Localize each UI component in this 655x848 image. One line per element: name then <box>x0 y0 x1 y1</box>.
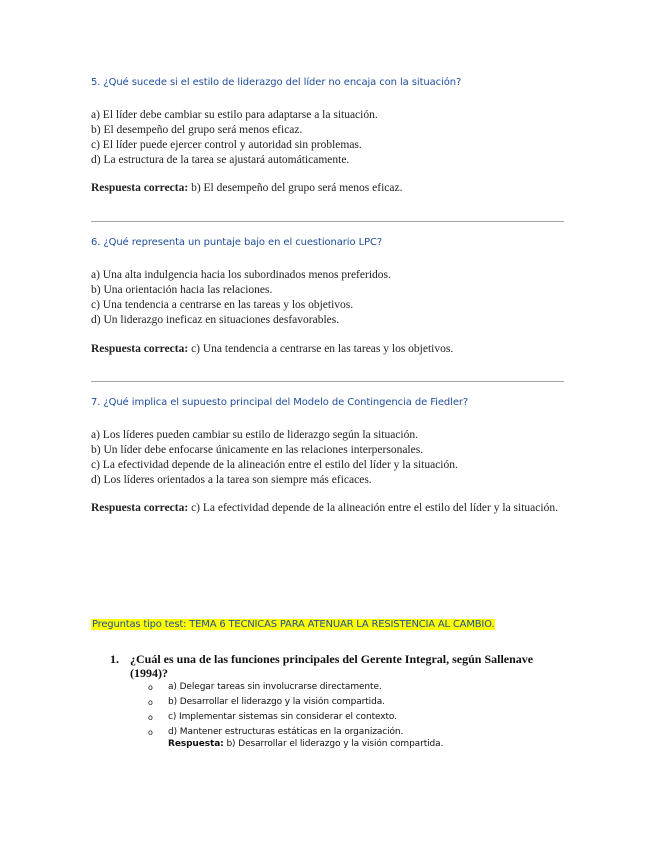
question-5-options <box>91 108 378 168</box>
option: c) El líder puede ejercer control y autoridad sin problemas. <box>91 139 362 151</box>
option: a) El líder debe cambiar su estilo para adaptarse a la situación. <box>91 109 378 121</box>
question-number: 1. <box>110 652 119 666</box>
answer-label: Respuesta correcta: <box>91 502 189 514</box>
question-7-answer <box>91 501 569 516</box>
bullet-icon: o <box>148 713 153 722</box>
divider <box>91 381 564 382</box>
option: c) La efectividad depende de la alineación entre el estilo del líder y la situación. <box>91 459 458 471</box>
option: c) Una tendencia a centrarse en las tareas y los objetivos. <box>91 299 354 311</box>
question-6-title: 6. ¿Qué representa un puntaje bajo en el cuestionario LPC? <box>91 237 383 248</box>
bullet-icon: o <box>148 683 153 692</box>
answer-text: c) La efectividad depende de la alineación entre el estilo del líder y la situación. <box>188 502 558 514</box>
section-answer <box>168 739 443 749</box>
option: a) Una alta indulgencia hacia los subordinados menos preferidos. <box>91 269 391 281</box>
option: a) Delegar tareas sin involucrarse directamente. <box>168 682 382 692</box>
option: b) El desempeño del grupo será menos eficaz. <box>91 124 303 136</box>
question-7-options <box>91 428 458 488</box>
question-5-answer <box>91 181 566 196</box>
bullet-icon: o <box>148 728 153 737</box>
option: d) La estructura de la tarea se ajustará automáticamente. <box>91 154 350 166</box>
option: a) Los líderes pueden cambiar su estilo de liderazgo según la situación. <box>91 429 419 441</box>
option: c) Implementar sistemas sin considerar el contexto. <box>168 712 397 722</box>
answer-text: b) El desempeño del grupo será menos eficaz. <box>188 182 403 194</box>
answer-text: b) Desarrollar el liderazgo y la visión compartida. <box>223 739 444 749</box>
question-text: ¿Cuál es una de las funciones principales del Gerente Integral, según Sallenave (1994)? <box>130 652 534 680</box>
option: d) Mantener estructuras estáticas en la organización. <box>168 727 404 737</box>
answer-label: Respuesta correcta: <box>91 343 189 355</box>
question-6-answer <box>91 342 566 357</box>
answer-label: Respuesta: <box>168 739 224 749</box>
option: b) Un líder debe enfocarse únicamente en las relaciones interpersonales. <box>91 444 424 456</box>
option: d) Un liderazgo ineficaz en situaciones desfavorables. <box>91 314 340 326</box>
question-6-options <box>91 268 391 328</box>
section-title: Preguntas tipo test: TEMA 6 TECNICAS PARA ATENUAR LA RESISTENCIA AL CAMBIO. <box>92 619 495 630</box>
divider <box>91 221 564 222</box>
answer-label: Respuesta correcta: <box>91 182 189 194</box>
option: b) Desarrollar el liderazgo y la visión compartida. <box>168 697 385 707</box>
option: b) Una orientación hacia las relaciones. <box>91 284 273 296</box>
option: d) Los líderes orientados a la tarea son siempre más eficaces. <box>91 474 372 486</box>
question-5-title: 5. ¿Qué sucede si el estilo de liderazgo del líder no encaja con la situación? <box>91 77 462 88</box>
bullet-icon: o <box>148 698 153 707</box>
question-7-title: 7. ¿Qué implica el supuesto principal del Modelo de Contingencia de Fiedler? <box>91 397 469 408</box>
answer-text: c) Una tendencia a centrarse en las tareas y los objetivos. <box>188 343 454 355</box>
